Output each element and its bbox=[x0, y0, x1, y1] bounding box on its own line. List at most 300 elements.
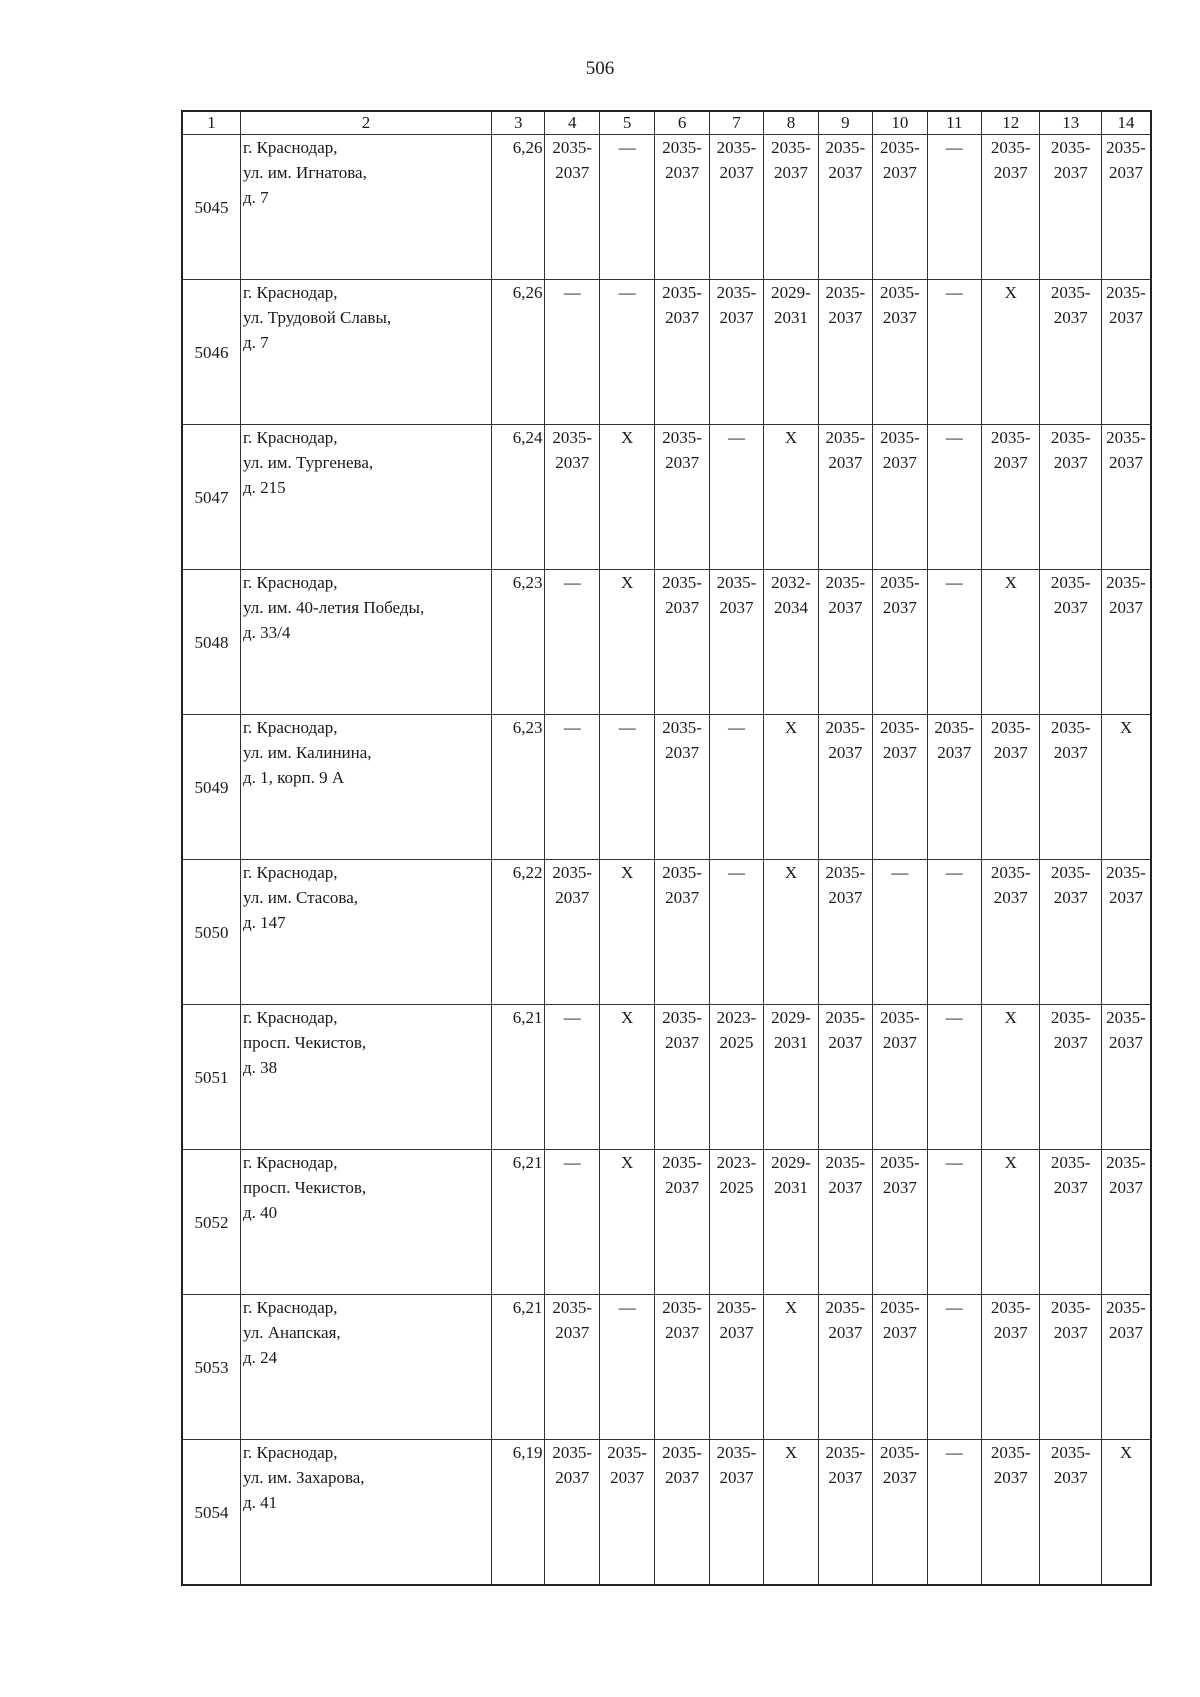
column-header: 2 bbox=[240, 111, 491, 135]
address-line: просп. Чекистов, bbox=[242, 1033, 367, 1052]
period-line: 2035- bbox=[879, 283, 920, 302]
period-cell bbox=[1040, 860, 1102, 1005]
period-line: 2035- bbox=[1050, 138, 1091, 157]
period-cell bbox=[981, 1005, 1039, 1150]
period-cell bbox=[709, 860, 763, 1005]
period-cell bbox=[873, 1440, 927, 1586]
period-line: 2037 bbox=[1108, 888, 1143, 907]
period-line: 2035- bbox=[825, 1443, 866, 1462]
period-line: 2035- bbox=[879, 718, 920, 737]
period-cell bbox=[1101, 1440, 1151, 1586]
period-cell bbox=[599, 1295, 654, 1440]
score-cell: 6,21 bbox=[492, 1005, 545, 1150]
period-cell bbox=[655, 1005, 709, 1150]
period-line: X bbox=[620, 1153, 634, 1172]
period-line: 2037 bbox=[665, 598, 700, 617]
period-cell bbox=[599, 860, 654, 1005]
row-number: 5052 bbox=[182, 1150, 240, 1295]
period-line: 2037 bbox=[882, 453, 917, 472]
period-line: 2035- bbox=[716, 573, 757, 592]
period-line: — bbox=[945, 283, 963, 302]
address-line: г. Краснодар, bbox=[242, 428, 338, 447]
period-cell bbox=[545, 570, 599, 715]
period-line: 2035- bbox=[1050, 283, 1091, 302]
period-line: 2035- bbox=[879, 1298, 920, 1317]
period-line: 2037 bbox=[1108, 1323, 1143, 1342]
period-line: 2035- bbox=[662, 718, 702, 737]
period-cell bbox=[927, 1440, 981, 1586]
page-number: 506 bbox=[585, 58, 615, 79]
period-cell bbox=[873, 860, 927, 1005]
row-number: 5047 bbox=[182, 425, 240, 570]
period-line: 2037 bbox=[828, 598, 863, 617]
period-line: 2035- bbox=[552, 1298, 593, 1317]
period-line: 2035- bbox=[990, 138, 1031, 157]
column-header: 14 bbox=[1101, 111, 1151, 135]
column-header: 9 bbox=[818, 111, 872, 135]
address-line: д. 7 bbox=[242, 188, 269, 207]
table-row bbox=[182, 135, 1151, 280]
period-line: — bbox=[945, 138, 963, 157]
period-line: 2035- bbox=[716, 1443, 757, 1462]
address-line: г. Краснодар, bbox=[242, 1153, 338, 1172]
address-line: ул. Анапская, bbox=[242, 1323, 341, 1342]
score-cell: 6,21 bbox=[492, 1295, 545, 1440]
score-cell: 6,23 bbox=[492, 570, 545, 715]
column-header: 5 bbox=[599, 111, 654, 135]
period-cell bbox=[1101, 860, 1151, 1005]
period-line: 2035- bbox=[1050, 1298, 1091, 1317]
period-line: 2037 bbox=[882, 743, 917, 762]
address-line: д. 1, корп. 9 А bbox=[242, 768, 345, 787]
period-line: 2029- bbox=[771, 1008, 811, 1027]
period-line: — bbox=[728, 718, 746, 737]
period-cell bbox=[599, 280, 654, 425]
period-line: 2037 bbox=[555, 1468, 590, 1487]
period-cell bbox=[818, 1440, 872, 1586]
period-line: 2035- bbox=[990, 428, 1031, 447]
table-row bbox=[182, 280, 1151, 425]
address-line: ул. им. Тургенева, bbox=[242, 453, 374, 472]
period-cell bbox=[545, 135, 599, 280]
period-cell bbox=[873, 135, 927, 280]
period-cell bbox=[599, 570, 654, 715]
address-line: ул. им. Захарова, bbox=[242, 1468, 365, 1487]
period-line: 2035- bbox=[934, 718, 975, 737]
period-line: 2035- bbox=[825, 1008, 866, 1027]
period-line: 2035- bbox=[879, 573, 920, 592]
period-line: 2035- bbox=[662, 428, 702, 447]
header-row bbox=[182, 111, 1151, 135]
period-line: 2035- bbox=[1050, 428, 1091, 447]
address-line: г. Краснодар, bbox=[242, 1443, 338, 1462]
period-cell bbox=[818, 1150, 872, 1295]
period-line: 2035- bbox=[1106, 1298, 1146, 1317]
period-line: 2037 bbox=[993, 743, 1028, 762]
period-line: 2035- bbox=[1106, 428, 1146, 447]
period-line: 2035- bbox=[607, 1443, 647, 1462]
period-line: 2035- bbox=[990, 863, 1031, 882]
period-line: 2037 bbox=[665, 308, 700, 327]
period-cell bbox=[927, 1295, 981, 1440]
column-header: 13 bbox=[1040, 111, 1102, 135]
period-line: X bbox=[784, 1298, 798, 1317]
period-line: 2035- bbox=[825, 138, 866, 157]
period-line: 2035- bbox=[825, 283, 866, 302]
period-line: 2037 bbox=[1108, 163, 1143, 182]
period-cell bbox=[1040, 1150, 1102, 1295]
table-row bbox=[182, 860, 1151, 1005]
period-cell bbox=[599, 1440, 654, 1586]
period-cell bbox=[655, 860, 709, 1005]
period-line: 2037 bbox=[828, 163, 863, 182]
period-line: 2037 bbox=[1053, 308, 1088, 327]
period-line: 2037 bbox=[993, 163, 1028, 182]
column-header: 11 bbox=[927, 111, 981, 135]
period-line: 2035- bbox=[1050, 573, 1091, 592]
row-number: 5046 bbox=[182, 280, 240, 425]
address-cell bbox=[240, 1440, 491, 1586]
period-cell bbox=[655, 1440, 709, 1586]
address-cell bbox=[240, 1150, 491, 1295]
period-line: 2035- bbox=[1106, 863, 1146, 882]
period-cell bbox=[545, 280, 599, 425]
period-line: 2035- bbox=[662, 1443, 702, 1462]
table-row bbox=[182, 1440, 1151, 1586]
period-cell bbox=[709, 1150, 763, 1295]
period-line: 2035- bbox=[990, 1443, 1031, 1462]
score-cell: 6,21 bbox=[492, 1150, 545, 1295]
period-line: 2035- bbox=[1106, 1153, 1146, 1172]
period-cell bbox=[818, 425, 872, 570]
period-line: 2035- bbox=[879, 1008, 920, 1027]
period-line: X bbox=[1004, 1008, 1017, 1027]
period-cell bbox=[655, 715, 709, 860]
period-cell bbox=[545, 715, 599, 860]
period-cell bbox=[818, 135, 872, 280]
row-number: 5051 bbox=[182, 1005, 240, 1150]
period-cell bbox=[927, 280, 981, 425]
period-line: X bbox=[784, 718, 798, 737]
period-line: 2031 bbox=[773, 1033, 808, 1052]
address-cell bbox=[240, 715, 491, 860]
period-line: 2037 bbox=[882, 1323, 917, 1342]
table-row bbox=[182, 1150, 1151, 1295]
period-line: X bbox=[784, 1443, 798, 1462]
period-line: 2037 bbox=[882, 1178, 917, 1197]
row-number: 5049 bbox=[182, 715, 240, 860]
address-line: г. Краснодар, bbox=[242, 1298, 338, 1317]
address-cell bbox=[240, 570, 491, 715]
period-line: 2037 bbox=[555, 453, 590, 472]
period-cell bbox=[709, 280, 763, 425]
period-cell bbox=[709, 1440, 763, 1586]
column-header: 4 bbox=[545, 111, 599, 135]
period-line: 2035- bbox=[662, 1008, 702, 1027]
address-line: ул. Трудовой Славы, bbox=[242, 308, 392, 327]
period-cell bbox=[599, 1150, 654, 1295]
period-line: 2035- bbox=[552, 1443, 593, 1462]
period-line: 2035- bbox=[1106, 573, 1146, 592]
period-line: 2037 bbox=[665, 1468, 700, 1487]
period-line: 2035- bbox=[1106, 138, 1146, 157]
period-line: 2035- bbox=[1050, 1443, 1091, 1462]
column-header: 7 bbox=[709, 111, 763, 135]
period-cell bbox=[927, 860, 981, 1005]
period-line: X bbox=[1004, 573, 1017, 592]
period-cell bbox=[709, 715, 763, 860]
period-cell bbox=[1101, 1150, 1151, 1295]
period-cell bbox=[655, 1295, 709, 1440]
period-line: X bbox=[1119, 1443, 1133, 1462]
column-header: 8 bbox=[764, 111, 818, 135]
period-line: 2037 bbox=[719, 308, 754, 327]
period-line: 2037 bbox=[828, 1178, 863, 1197]
period-cell bbox=[1101, 135, 1151, 280]
address-line: ул. им. Стасова, bbox=[242, 888, 359, 907]
period-line: 2037 bbox=[665, 743, 700, 762]
period-line: 2037 bbox=[828, 1033, 863, 1052]
period-cell bbox=[599, 135, 654, 280]
address-line: д. 24 bbox=[242, 1348, 278, 1367]
period-line: — bbox=[945, 1298, 963, 1317]
period-line: 2037 bbox=[719, 1468, 754, 1487]
period-line: 2037 bbox=[665, 1178, 700, 1197]
period-cell bbox=[709, 425, 763, 570]
period-cell bbox=[764, 425, 818, 570]
period-cell bbox=[927, 715, 981, 860]
period-line: 2037 bbox=[828, 1323, 863, 1342]
period-cell bbox=[545, 860, 599, 1005]
period-line: — bbox=[618, 718, 636, 737]
period-line: 2037 bbox=[828, 308, 863, 327]
period-line: 2037 bbox=[1108, 308, 1143, 327]
column-header: 10 bbox=[873, 111, 927, 135]
row-number: 5050 bbox=[182, 860, 240, 1005]
period-line: 2035- bbox=[879, 428, 920, 447]
period-line: 2037 bbox=[1108, 453, 1143, 472]
period-cell bbox=[599, 1005, 654, 1150]
register-table bbox=[181, 110, 1152, 1586]
period-line: 2035- bbox=[879, 1153, 920, 1172]
period-line: — bbox=[945, 1443, 963, 1462]
period-line: — bbox=[945, 863, 963, 882]
period-line: 2035- bbox=[716, 283, 757, 302]
period-line: X bbox=[1004, 1153, 1017, 1172]
score-cell: 6,19 bbox=[492, 1440, 545, 1586]
period-line: 2037 bbox=[1053, 598, 1088, 617]
period-cell bbox=[818, 280, 872, 425]
period-line: 2035- bbox=[825, 428, 866, 447]
period-line: — bbox=[563, 1008, 581, 1027]
period-line: 2035- bbox=[662, 1153, 702, 1172]
period-line: 2037 bbox=[828, 743, 863, 762]
period-cell bbox=[655, 280, 709, 425]
period-line: 2037 bbox=[1053, 888, 1088, 907]
address-line: ул. им. 40-летия Победы, bbox=[242, 598, 425, 617]
period-cell bbox=[927, 425, 981, 570]
period-cell bbox=[927, 570, 981, 715]
period-line: 2031 bbox=[773, 308, 808, 327]
period-line: 2037 bbox=[882, 163, 917, 182]
period-line: 2037 bbox=[610, 1468, 645, 1487]
period-cell bbox=[981, 715, 1039, 860]
table-row bbox=[182, 570, 1151, 715]
period-line: 2037 bbox=[665, 163, 700, 182]
period-line: X bbox=[784, 428, 798, 447]
table-row bbox=[182, 425, 1151, 570]
period-cell bbox=[927, 1005, 981, 1150]
period-cell bbox=[1101, 1295, 1151, 1440]
period-line: X bbox=[620, 863, 634, 882]
address-line: д. 40 bbox=[242, 1203, 278, 1222]
period-cell bbox=[1040, 280, 1102, 425]
period-line: 2035- bbox=[662, 863, 702, 882]
period-cell bbox=[599, 715, 654, 860]
period-line: — bbox=[945, 428, 963, 447]
address-cell bbox=[240, 860, 491, 1005]
period-line: 2035- bbox=[1050, 863, 1091, 882]
period-cell bbox=[1101, 570, 1151, 715]
period-line: X bbox=[1119, 718, 1133, 737]
period-line: 2035- bbox=[552, 428, 593, 447]
period-cell bbox=[599, 425, 654, 570]
period-cell bbox=[655, 1150, 709, 1295]
period-line: 2037 bbox=[665, 888, 700, 907]
period-line: X bbox=[1004, 283, 1017, 302]
period-line: 2037 bbox=[882, 308, 917, 327]
column-header: 6 bbox=[655, 111, 709, 135]
period-cell bbox=[764, 1005, 818, 1150]
score-cell: 6,26 bbox=[492, 135, 545, 280]
period-line: 2037 bbox=[1053, 1468, 1088, 1487]
period-line: X bbox=[620, 1008, 634, 1027]
period-line: 2037 bbox=[882, 1468, 917, 1487]
period-cell bbox=[545, 1440, 599, 1586]
period-line: — bbox=[945, 573, 963, 592]
period-cell bbox=[1101, 425, 1151, 570]
period-line: — bbox=[728, 863, 746, 882]
address-line: просп. Чекистов, bbox=[242, 1178, 367, 1197]
address-line: г. Краснодар, bbox=[242, 1008, 338, 1027]
period-line: 2037 bbox=[665, 1323, 700, 1342]
period-line: 2035- bbox=[662, 1298, 702, 1317]
period-cell bbox=[818, 1005, 872, 1150]
period-line: 2035- bbox=[1050, 1008, 1091, 1027]
period-line: 2035- bbox=[716, 1298, 757, 1317]
table-row bbox=[182, 1005, 1151, 1150]
period-cell bbox=[818, 715, 872, 860]
period-line: 2035- bbox=[662, 283, 702, 302]
period-cell bbox=[1040, 570, 1102, 715]
period-line: 2034 bbox=[773, 598, 808, 617]
period-cell bbox=[981, 135, 1039, 280]
period-cell bbox=[981, 1295, 1039, 1440]
address-cell bbox=[240, 280, 491, 425]
period-line: 2035- bbox=[990, 718, 1031, 737]
period-cell bbox=[709, 1295, 763, 1440]
period-cell bbox=[873, 570, 927, 715]
period-line: — bbox=[618, 1298, 636, 1317]
address-cell bbox=[240, 425, 491, 570]
period-cell bbox=[764, 1150, 818, 1295]
period-cell bbox=[818, 860, 872, 1005]
address-line: д. 41 bbox=[242, 1493, 278, 1512]
period-cell bbox=[873, 1005, 927, 1150]
period-line: — bbox=[618, 138, 636, 157]
period-line: 2037 bbox=[1053, 453, 1088, 472]
period-line: 2037 bbox=[828, 1468, 863, 1487]
period-line: 2025 bbox=[719, 1033, 754, 1052]
period-line: — bbox=[563, 718, 581, 737]
period-cell bbox=[1040, 425, 1102, 570]
period-line: 2037 bbox=[719, 598, 754, 617]
column-header: 3 bbox=[492, 111, 545, 135]
period-line: 2035- bbox=[1106, 1008, 1146, 1027]
period-cell bbox=[1040, 1295, 1102, 1440]
period-cell bbox=[1040, 715, 1102, 860]
period-line: 2035- bbox=[825, 573, 866, 592]
period-cell bbox=[655, 135, 709, 280]
period-line: X bbox=[784, 863, 798, 882]
row-number: 5054 bbox=[182, 1440, 240, 1586]
period-cell bbox=[764, 280, 818, 425]
score-cell: 6,23 bbox=[492, 715, 545, 860]
period-cell bbox=[1040, 135, 1102, 280]
address-line: д. 147 bbox=[242, 913, 286, 932]
period-cell bbox=[1101, 1005, 1151, 1150]
period-line: 2032- bbox=[771, 573, 811, 592]
period-cell bbox=[764, 570, 818, 715]
period-cell bbox=[873, 715, 927, 860]
period-line: X bbox=[620, 573, 634, 592]
period-cell bbox=[545, 1295, 599, 1440]
period-cell bbox=[709, 1005, 763, 1150]
score-cell: 6,24 bbox=[492, 425, 545, 570]
period-line: 2037 bbox=[828, 888, 863, 907]
period-line: 2023- bbox=[716, 1008, 757, 1027]
period-line: 2035- bbox=[825, 718, 866, 737]
period-cell bbox=[873, 1150, 927, 1295]
period-cell bbox=[1040, 1005, 1102, 1150]
period-line: X bbox=[620, 428, 634, 447]
period-cell bbox=[981, 860, 1039, 1005]
column-header: 1 bbox=[182, 111, 240, 135]
address-line: ул. им. Калинина, bbox=[242, 743, 372, 762]
period-cell bbox=[873, 280, 927, 425]
period-line: 2035- bbox=[825, 1153, 866, 1172]
address-line: д. 7 bbox=[242, 333, 269, 352]
period-cell bbox=[873, 1295, 927, 1440]
period-cell bbox=[655, 570, 709, 715]
period-line: — bbox=[563, 573, 581, 592]
period-line: 2037 bbox=[993, 1323, 1028, 1342]
period-line: 2035- bbox=[716, 138, 757, 157]
period-cell bbox=[1101, 280, 1151, 425]
period-line: 2037 bbox=[773, 163, 808, 182]
period-line: 2037 bbox=[1053, 163, 1088, 182]
address-line: д. 215 bbox=[242, 478, 286, 497]
period-cell bbox=[981, 1440, 1039, 1586]
period-cell bbox=[709, 135, 763, 280]
address-line: г. Краснодар, bbox=[242, 573, 338, 592]
period-cell bbox=[764, 135, 818, 280]
period-line: 2037 bbox=[1053, 1178, 1088, 1197]
period-cell bbox=[818, 1295, 872, 1440]
period-line: 2037 bbox=[555, 163, 590, 182]
period-line: 2035- bbox=[825, 863, 866, 882]
period-cell bbox=[927, 135, 981, 280]
